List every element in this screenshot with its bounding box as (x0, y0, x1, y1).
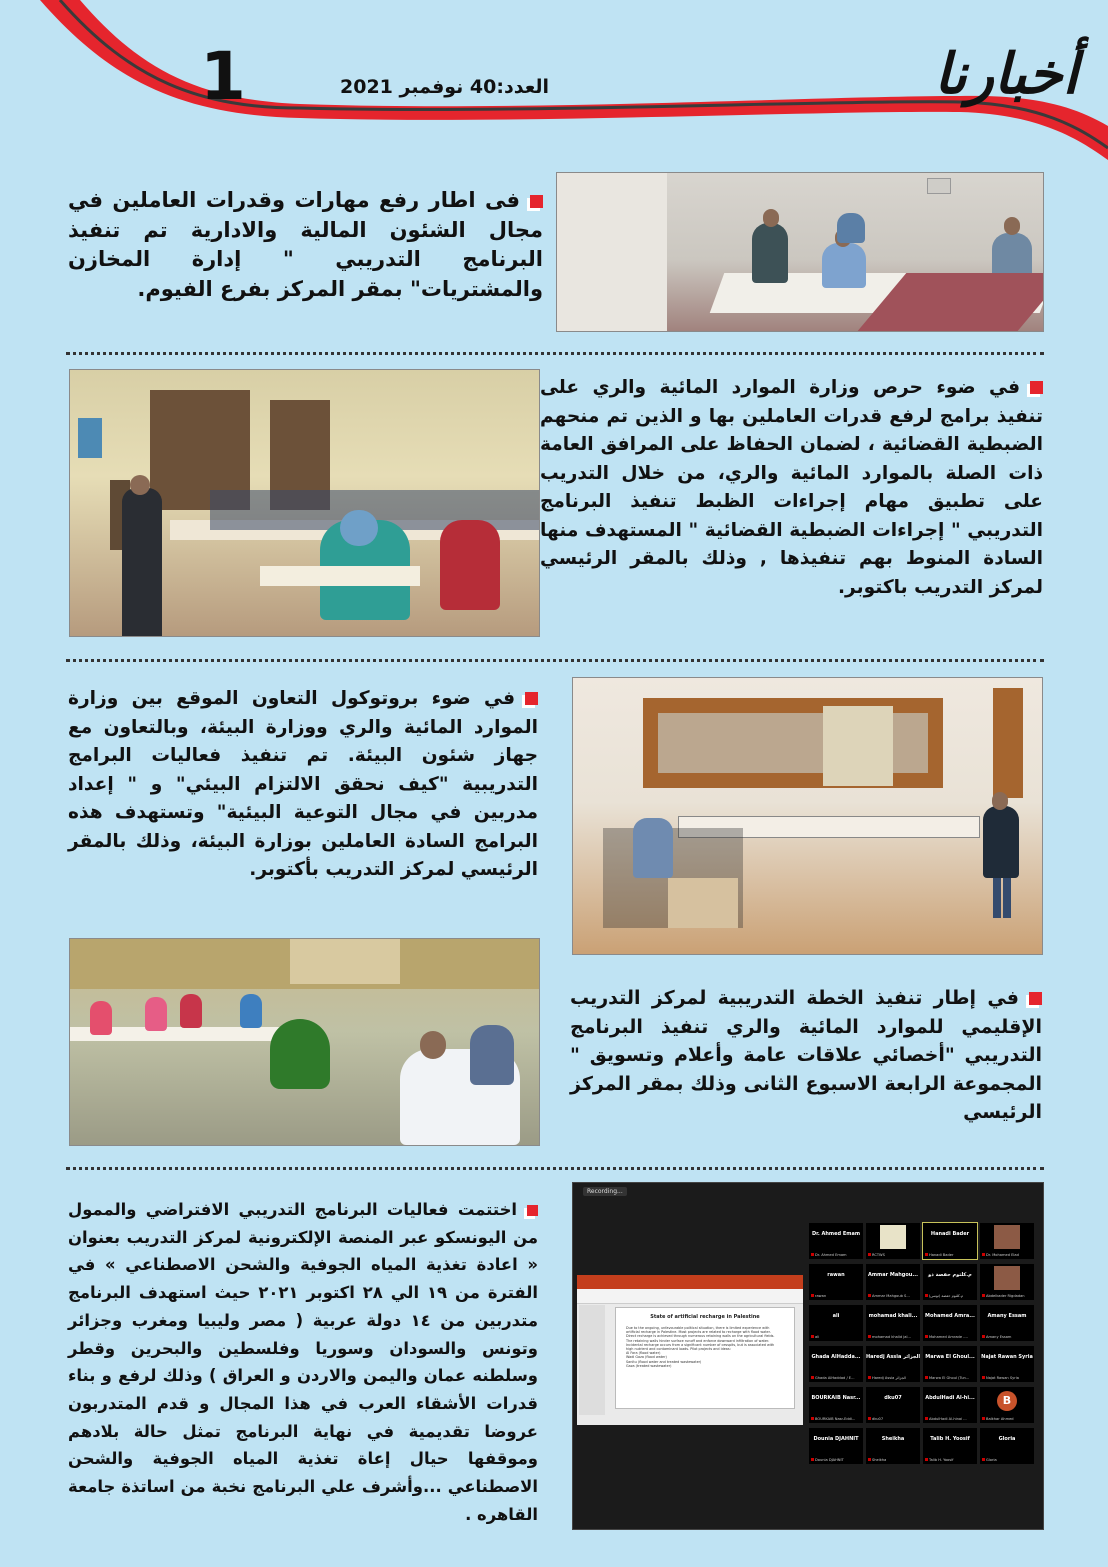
participant-tile (866, 1387, 920, 1423)
participant-name: dku07 (884, 1395, 902, 1401)
page-number: 1 (200, 38, 246, 115)
participant-grid (809, 1223, 1037, 1525)
participant-name: rawan (827, 1272, 845, 1278)
participant-name: BOURKAIB Nasr... (811, 1395, 861, 1401)
participant-tile (866, 1264, 920, 1300)
video-meeting-screenshot (572, 1182, 1044, 1530)
shared-presentation (577, 1275, 803, 1425)
participant-name: AbdulHadi Al-hi... (925, 1395, 975, 1401)
participant-label: Gloria (982, 1458, 997, 1462)
red-bullet-icon (527, 1205, 538, 1216)
red-bullet-icon (530, 195, 543, 208)
participant-tile (809, 1428, 863, 1464)
participant-label: Dounia DJAHNIT (811, 1458, 844, 1462)
participant-name: Hanadi Bader (930, 1231, 970, 1237)
participant-tile (866, 1428, 920, 1464)
participant-label: Dr. Mohamed Elad (982, 1253, 1019, 1257)
participant-label: Dr. Ahmed Emam (811, 1253, 847, 1257)
participant-label: Ammar Mahgoub S... (868, 1294, 910, 1298)
participant-name: Talib H. Yoosif (930, 1436, 970, 1442)
issue-line: العدد:40 نوفمبر 2021 (340, 76, 550, 98)
participant-name: Mohamed Amra... (925, 1313, 975, 1319)
participant-tile (866, 1305, 920, 1341)
participant-video (994, 1225, 1020, 1249)
participant-label: Haredj Assia الجزائر (868, 1376, 906, 1380)
slide-bullet: Wadi Gaza (flood water) (626, 1355, 667, 1360)
slide-bullet: Gaza (treated wastewater) (626, 1363, 672, 1368)
participant-name: Najat Rawan Syria (981, 1354, 1033, 1360)
participant-label: Najat Rawan Syria (982, 1376, 1019, 1380)
red-bullet-icon (525, 692, 538, 705)
participant-tile (923, 1387, 977, 1423)
participant-name: Amany Essam (987, 1313, 1027, 1319)
participant-name: Dounia DJAHNIT (813, 1436, 859, 1442)
recording-indicator: Recording... (583, 1187, 627, 1196)
participant-name: Haredj Assia الجزائر (866, 1354, 920, 1360)
participant-tile (809, 1305, 863, 1341)
participant-name: mohamad khali... (868, 1313, 918, 1319)
participant-tile (923, 1346, 977, 1382)
slide-title: State of artificial recharge in Palestine (650, 1314, 760, 1320)
participant-tile (923, 1264, 977, 1300)
article-3-text: في ضوء بروتوكول التعاون الموقع بين وزارة الموارد المائية والري ووزارة البيئة، وبالتعاون مع جهاز شئون البيئة. تم تنفيذ فعاليات البرامج التدريبية "كيف نحقق الالتزام البيئي" و " إعداد مدربين في مجال التوعية البيئية" وتستهدف هذه البرامج السادة العاملين بوزارة البيئة، وذلك بالمقر الرئيسي لمركز التدريب بأكتوبر. (68, 688, 538, 880)
slide-thumbnails (579, 1305, 605, 1415)
participant-label: BOURKAIB Nasr-Eddi... (811, 1417, 855, 1421)
participant-label: mohamad khalid jal... (868, 1335, 911, 1339)
masthead-title: أخبارنا (934, 41, 1078, 107)
article-5-text: اختتمت فعاليات البرنامج التدريبي الافتراضي والممول من اليونسكو عبر المنصة الإلكترونية لمركز التدريب بعنوان « اعادة تغذية المياه الجوفية والشحن الاصطناعي » في الفترة من ١٩ الي ٢٨ اكتوبر ٢٠٢١ حيث استهدف البرنامج متدربين من ١٤ دولة عربية ( مصر وليبيا ومغرب وجزائر وتونس والسودان وسوريا وفلسطين والبحرين وقطر وسلطنه عمان واليمن والاردن و العراق ) وذلك لرفع و بناء قدرات الأشقاء العرب في هذا المجال و قدم المتدربون عروضا تقديمية في نهاية البرنامج تمثل حالة بلادهم وموقفها حيال إعاة تغذية المياه الجوفية والشحن الاصطناعي ...وأشرف علي البرنامج نخبة من اساتذة جامعة القاهره . (68, 1200, 538, 1524)
photo-judicial-training (69, 369, 540, 637)
participant-avatar: B (997, 1391, 1017, 1411)
red-bullet-icon (1029, 992, 1042, 1005)
photo-environment-training (572, 677, 1043, 955)
participant-label: Hanadi Bader (925, 1253, 953, 1257)
participant-tile (980, 1346, 1034, 1382)
app-ribbon (577, 1275, 803, 1289)
participant-label: Marwa El Ghoul (Tun... (925, 1376, 969, 1380)
participant-name: Sheikha (881, 1436, 905, 1442)
participant-tile (980, 1387, 1034, 1423)
participant-label: dku07 (868, 1417, 883, 1421)
participant-name: Dr. Ahmed Emam (811, 1231, 861, 1237)
participant-tile (980, 1264, 1034, 1300)
participant-name: Marwa El Ghoul... (925, 1354, 975, 1360)
participant-name: Ghada AlHadda... (811, 1354, 861, 1360)
participant-label: م.كلثوم حفصة (تونس) (925, 1294, 963, 1298)
separator (66, 1167, 1044, 1170)
participant-name: م.كلثوم حفصة ذو (928, 1272, 972, 1278)
participant-tile (923, 1428, 977, 1464)
participant-name: Ammar Mahgou... (867, 1272, 919, 1278)
participant-label: Abdelkader Rigdadan (982, 1294, 1025, 1298)
participant-label: Talib H. Yoosif (925, 1458, 953, 1462)
slide-bullet: Sanitu (flood water and treated wastewater) (626, 1359, 702, 1364)
participant-label: Balkhar Ahmed (982, 1417, 1014, 1421)
participant-name: Gloria (998, 1436, 1016, 1442)
participant-tile (866, 1223, 920, 1259)
participant-tile (866, 1346, 920, 1382)
participant-logo (880, 1225, 906, 1249)
participant-label: Amany Essam (982, 1335, 1011, 1339)
app-toolbar (577, 1289, 803, 1304)
separator (66, 352, 1044, 355)
slide-body: Due to the ongoing, unfavourable political situation, there is limited experience with artificial recharge in Palestine. Most projects are related to recharge with flood water. Direct recharge is achieved through numerous retaining walls on the agricultural fields. The retaining walls hinder surface runoff and enforce downward infiltration of water. Incidental recharge occurs from a significant number of cesspits, but is associated with high nutrient and contaminant loads. Pilot projects and ideas: Al Fara (flood water) Wadi Gaza (flood water) Sanitu (flood water and treated wastewater) Gaza (treated wastewater) (626, 1326, 775, 1368)
participant-name: ali (832, 1313, 840, 1319)
slide (615, 1307, 795, 1409)
participant-tile (980, 1305, 1034, 1341)
participant-tile (923, 1223, 977, 1259)
article-4-text: في إطار تنفيذ الخطة التدريبية لمركز التدريب الإقليمي للموارد المائية والري تنفيذ البرنامج التدريبي "أخصائي علاقات عامة وأعلام وتسويق " المجموعة الرابعة الاسبوع الثانى وذلك بمقر المركز الرئيسي (570, 987, 1042, 1123)
participant-label: RCTWS (868, 1253, 885, 1257)
participant-tile (923, 1305, 977, 1341)
red-bullet-icon (1030, 381, 1043, 394)
participant-label: AbdulHadi Al-hinai ... (925, 1417, 967, 1421)
article-1-text: فى اطار رفع مهارات وقدرات العاملين في مجال الشئون المالية والادارية تم تنفيذ البرنامج التدريبي " إدارة المخازن والمشتريات" بمقر المركز بفرع الفيوم. (68, 188, 543, 301)
slide-bullet: Al Fara (flood water) (626, 1351, 661, 1356)
participant-label: rawan (811, 1294, 826, 1298)
participant-tile (809, 1346, 863, 1382)
participant-tile (980, 1223, 1034, 1259)
participant-tile (809, 1223, 863, 1259)
separator (66, 659, 1044, 662)
photo-finance-training (556, 172, 1044, 332)
article-2-text: في ضوء حرص وزارة الموارد المائية والري على تنفيذ برامج لرفع قدرات العاملين بها و الذين تم منحهم الضبطية القضائية ، لضمان الحفاظ على المرافق العامة ذات الصلة بالموارد المائية والري، من خلال التدريب على تطبيق مهام إجراءات الظبط تنفيذ البرنامج التدريبي " إجراءات الضبطية القضائية " المستهدف منها السادة المنوط بهم تنفيذها , وذلك بالمقر الرئيسي لمركز التدريب باكتوبر. (540, 377, 1043, 598)
participant-label: Sheikha (868, 1458, 886, 1462)
participant-tile (809, 1264, 863, 1300)
participant-video (994, 1266, 1020, 1290)
participant-label: Ghada AlHaddad / E... (811, 1376, 855, 1380)
participant-tile (980, 1428, 1034, 1464)
photo-public-relations-training (69, 938, 540, 1146)
participant-label: Mohamed Amrade -... (925, 1335, 968, 1339)
participant-label: ali (811, 1335, 819, 1339)
participant-tile (809, 1387, 863, 1423)
